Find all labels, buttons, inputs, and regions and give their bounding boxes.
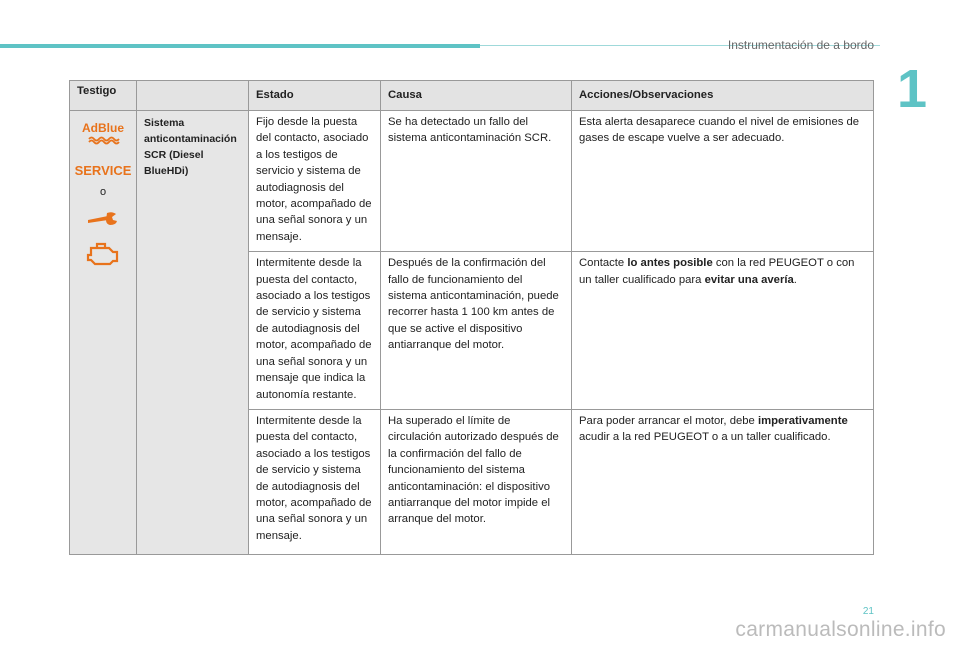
wrench-icon	[86, 210, 120, 226]
system-label: Sistema anticontaminación SCR (Diesel BlueHDi)	[137, 111, 249, 555]
acciones-cell	[572, 409, 874, 554]
adblue-text: AdBlue	[82, 121, 124, 135]
acciones-text: .	[793, 273, 797, 286]
acciones-emphasis: evitar una avería	[704, 273, 794, 286]
acciones-cell	[572, 252, 874, 410]
col-system	[137, 81, 249, 111]
col-acciones: Acciones/Observaciones	[572, 81, 874, 111]
service-icon	[74, 159, 132, 181]
service-text: SERVICE	[74, 163, 132, 178]
col-estado: Estado	[249, 81, 381, 111]
table-header-row	[70, 81, 874, 111]
acciones-text: con la red PEUGEOT o con un taller cualificado para	[579, 257, 855, 286]
estado-cell: Intermitente desde la puesta del contacto, asociado a los testigos de servicio y sistema de autodiagnosis del motor, acompañado de una señal sonora y un mensaje.	[249, 409, 381, 554]
causa-cell: Después de la confirmación del fallo de funcionamiento del sistema anticontaminación, puede recorrer hasta 1 100 km antes de que se active el dispositivo antiarranque del motor.	[381, 252, 572, 410]
estado-cell: Fijo desde la puesta del contacto, asociado a los testigos de servicio y sistema de autodiagnosis del motor, acompañado de una señal sonora y un mensaje.	[249, 111, 381, 252]
col-causa: Causa	[381, 81, 572, 111]
acciones-text: acudir a la red PEUGEOT o a un taller cualificado.	[579, 431, 831, 444]
acciones-emphasis: lo antes posible	[627, 257, 713, 270]
warning-lamp-table	[69, 80, 874, 555]
or-separator: o	[99, 186, 107, 198]
acciones-text: Para poder arrancar el motor, debe	[579, 414, 758, 427]
engine-icon	[83, 240, 123, 268]
lamp-icons-cell	[70, 111, 137, 555]
acciones-cell: Esta alerta desaparece cuando el nivel de emisiones de gases de escape vuelve a ser adecuado.	[572, 111, 874, 252]
section-title: Instrumentación de a bordo	[727, 38, 874, 52]
adblue-icon	[80, 119, 126, 145]
table-row	[70, 111, 874, 252]
header-accent-bar	[0, 44, 480, 48]
col-testigo: Testigo	[70, 81, 137, 111]
estado-cell: Intermitente desde la puesta del contacto, asociado a los testigos de servicio y sistema de autodiagnosis del motor, acompañado de una señal sonora y un mensaje que indica la autonomía restante.	[249, 252, 381, 410]
chapter-number: 1	[897, 59, 928, 119]
footer-watermark: carmanualsonline.info	[735, 618, 946, 641]
causa-cell: Ha superado el límite de circulación autorizado después de la confirmación del fallo de funcionamiento del sistema anticontaminación: el dispositivo antiarranque del motor impide el arranque del motor.	[381, 409, 572, 554]
causa-cell: Se ha detectado un fallo del sistema anticontaminación SCR.	[381, 111, 572, 252]
page-number: 21	[862, 606, 874, 617]
acciones-emphasis: imperativamente	[757, 414, 848, 427]
acciones-text: Contacte	[579, 257, 628, 270]
